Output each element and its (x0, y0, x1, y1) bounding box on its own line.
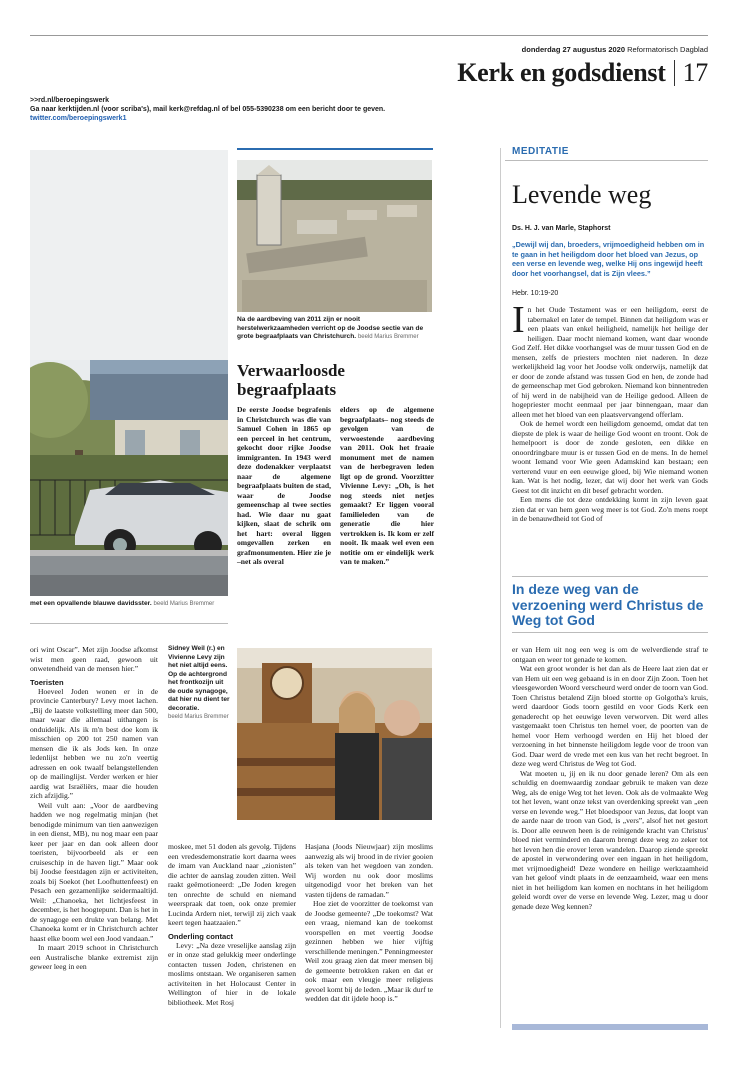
lower-col2-p2: Levy: „Na deze vreselijke aanslag zijn er in onze stad gelukkig meer onderlinge contacten tussen Joden, christenen en moslims ontstaan. We organiseren samen activiteiten in het Holocaust Center in Wellington of hier in de lokale bibliotheek. Met Rosj (168, 940, 296, 1007)
meditatie-p3: Een mens die tot deze ontdekking komt in zijn leven gaat zien dat er van hem geen weg meer is tot God. Zo'n mens roept in de benauwdheid tot God of (512, 495, 708, 523)
pull-quote-rule-bottom (512, 632, 708, 633)
section-title: Kerk en godsdienst (457, 58, 666, 87)
subhead-onderling-contact: Onderling contact (168, 931, 233, 941)
meditatie-body-top (512, 299, 708, 524)
bible-quote: „Dewijl wij dan, broeders, vrijmoedigheid hebben om in te gaan in het heiligdom door het bloed van Jezus, op een verse en levende weg, welke Hij ons ingewijd heeft door het voorhangsel, dat is Zijn vlees.” (512, 240, 705, 278)
portrait-caption-block (168, 645, 232, 722)
page-number: 17 (682, 58, 708, 87)
synagogue-photo (30, 150, 228, 596)
lower-col1 (30, 645, 158, 972)
lower-col3-p1: Hasjana (Joods Nieuwjaar) zijn moslims aanwezig als wij brood in de rivier gooien als teken van het wegdoen van zonden. Wij worden nu ook door moslims uitgenodigd voor het breken van het vasten tijdens de ramadan.” (305, 842, 433, 899)
left-photo-caption: met een opvallende blauwe davidsster. (30, 600, 152, 607)
header-divider (674, 60, 675, 86)
article-headline: Verwaarloosde begraafplaats (237, 361, 345, 399)
newspaper-name: Reformatorisch Dagblad (627, 45, 708, 54)
lower-col2 (168, 842, 296, 1007)
lower-col1-p4: In maart 2019 schoot in Christchurch een Australische blanke extremist zijn geweer leeg in een (30, 943, 158, 971)
portrait-photo (237, 648, 432, 820)
lower-col1-p3: Weil vult aan: „Voor de aardbeving hadden we nog regelmatig minjan (het benodigde minimum van tien aanwezigen in een dienst, MB), nu nog maar een paar keer per jaar en dan ook alleen door toeristen, bijvoorbeeld als er een cruiseschip in de haven ligt.” Maar ook bij Joodse feestdagen zijn er activiteiten, zoals bij Soekot (het Loofhuttenfeest) en Pesach een gezamenlijke seidermaaltijd. Weil: „Chanoeka, het lichtjesfeest in december, is het hoogtepunt. Dan is het in de synagoge een drukte van belang. Met Chanoeka komt er in Christchurch achter haast elke boom wel een Jood vandaan.” (30, 800, 158, 943)
meditatie-p4: er van Hem uit nog een weg is om de welverdiende straf te ontgaan en weer tot genade te komen. (512, 645, 708, 664)
lower-col3-p2: Hoe ziet de voorzitter de toekomst van de Joodse gemeente? „De toekomst? Wat een vraag, niemand kan de toekomst voorspellen en met veertig Joodse gezinnen hebben we hier vijftig verschillende meningen.” Penningmeester Weil zou graag zien dat meer mensen bij de gemeente betrokken raken en dat er ook maar een vleugje meer religieus gevoel komt bij de leden. „Maar ik durf te wedden dat dit ijdele hoop is.” (305, 899, 433, 1003)
cemetery-credit: beeld Marius Bremmer (357, 334, 419, 340)
left-photo-caption-block (30, 600, 230, 609)
drop-cap: I (512, 299, 525, 341)
meditatie-rule (505, 160, 708, 161)
twitter-link[interactable]: twitter.com/beroepingswerk1 (30, 115, 127, 122)
dateline (522, 45, 708, 54)
article-col2 (340, 405, 434, 567)
meditatie-p5: Wat een groot wonder is het dan als de Heere laat zien dat er van Hem uit een weg gebaand is in en door Zijn Zoon. Toen het vleesgeworden Woord verscheurd werd onder de toorn van God. Toen Christus betalend Zijn bloed stortte op Golgotha's kruis, werd daardoor Gods toorn gestild en voor Gods Kerk een genaderecht op het eeuwige leven verworven. Dit werd alles vastgemaakt toen Christus ten hemel voer, de poorten van de hemel voor Hem verhoogd werden en Hij het bloed der verzoening in het binnenste heiligdom legde voor de troon van God. Daar werd de vrede met een kus van het recht begroet. In deze weg werd Christus de Weg tot God. (512, 664, 708, 768)
lower-col1-p2: Hoeveel Joden wonen er in de provincie Canterbury? Levy moet lachen. „Bij de laatste volkstelling meer dan 500, maar waar die allemaal uithangen is onduidelijk. Als ik m'n best doe kom ik misschien op 200 tot 250 namen van mensen die ik als Jods ken. In onze ledenlijst hebben we nu zo'n veertig adressen en ook twaalf belangstellenden op de mailinglijst. Verder werken er hier aardig wat Israëliërs, maar die houden zich afzijdig.” (30, 686, 158, 800)
pull-quote: In deze weg van de verzoening werd Christus de Weg tot God (512, 581, 704, 628)
meditatie-p6: Wat moeten u, jij en ik nu door genade leren? Om als een schuldig en doemwaardig zondaar gebruik te maken van deze Weg, als de enige Weg tot het leven. Ook als de volmaakte Weg tot het leven, want onze tekst van overdenking spreekt van „een verse en levende weg.” Het bloedspoor van Jezus, dat loopt van de aarde naar de troon van God, is „vers”, alsof het net gestort is. Door alle eeuwen heen is de reinigende kracht van Christus' bloed niet verminderd en daarom brengt deze weg zo zeker tot het leven hen die erover leren wandelen. Daarop ziende spreekt de apostel in verwondering over een ingaan in het heiligdom, met vrijmoedigheid! Deze wondere en heilige werkzaamheid van het geloof vindt plaats in de eenzaamheid, waar een mens niet in het heiligdom kan komen en nochtans in het heiligdom geleid wordt over de verse en levende Weg. Lezer, mag u door genade deze Weg kennen? (512, 768, 708, 911)
contact-line: Ga naar kerktijden.nl (voor scriba's), mail kerk@refdag.nl of bel 055-5390238 om een bericht door te geven. (30, 106, 386, 113)
meditatie-author: Ds. H. J. van Marle, Staphorst (512, 225, 611, 232)
lower-rule (30, 623, 228, 624)
portrait-caption: Sidney Weil (r.) en Vivienne Levy zijn het niet altijd eens. Op de achtergrond het frontkozijn uit de oude synagoge, dat hier nu dient ter decoratie. (168, 645, 230, 712)
meditatie-p1: n het Oude Testament was er een heiligdom, eerst de tabernakel en later de tempel. Binnen dat heiligdom was er een plaats van enkel heiligheid, namelijk het heilige der heiligen. Daar mocht niemand komen, want daar woonde God Zelf. Het dikke voorhangsel was de muur tussen God en de mensen, zelfs de priesters mochten niet naderen. In deze werkelijkheid lag voor het Joodse volk onderwijs, namelijk dat er door de zonde afstand was tussen God en hen, de zonde had de gemeenschap met God gebroken. Niemand kon binnentreden of hij werd in de nabijheid van de Heilige gedood. Alleen de hogepriester mocht eenmaal per jaar binnengaan, maar dan alleen met het bloed van een plaatsvervangend offerlam. (512, 305, 708, 419)
rd-link[interactable]: >>rd.nl/beroepingswerk (30, 97, 109, 104)
cemetery-photo (237, 160, 432, 312)
meditatie-end-bar (512, 1024, 708, 1030)
issue-date: donderdag 27 augustus 2020 (521, 45, 626, 54)
meditatie-title: Levende weg (512, 180, 652, 209)
lower-col3 (305, 842, 433, 1004)
bible-reference: Hebr. 10:19-20 (512, 290, 559, 297)
column-divider (500, 148, 501, 1028)
lower-col1-p1: ori wint Oscar”. Met zijn Joodse afkomst wist men geen raad, gewoon uit onwetendheid van de mensen hier.” (30, 645, 158, 673)
subhead-toeristen: Toeristen (30, 677, 64, 687)
meditatie-body-bottom (512, 645, 708, 911)
left-photo-credit: beeld Marius Bremmer (153, 601, 215, 607)
article-col2-text: elders op de algemene begraafplaats– nog steeds de gevolgen van de verwoestende aardbeving van 2011. Ook het fraaie monument met de namen van de herbegraven leden ligt op de grond. Voorzitter Vivienne Levy: „Oh, is het nog steeds niet netjes gemaakt? Er liggen vooral familieleden van de generatie die hier vertrokken is. Ik kom er zelf nooit. Ik maak wel even een notitie om er eindelijk werk van te maken.” (340, 405, 434, 566)
section-header (457, 58, 708, 88)
pull-quote-rule-top (512, 576, 708, 577)
meditatie-label: MEDITATIE (512, 146, 569, 157)
top-rule (30, 35, 708, 36)
lower-col2-p1: moskee, met 51 doden als gevolg. Tijdens een vredesdemonstratie kort daarna wees de imam van Auckland naar „zionisten” die achter de aanslag zouden zitten. Weil raakt geëmotioneerd: „De Joden kregen ten onrechte de schuld en niemand weerspraak dat toen, ook onze premier Lucinda Ardern niet, terwijl zij zich vaak keert tegen haatzaaien.” (168, 842, 296, 927)
article-col1-text: De eerste Joodse begrafenis in Christchurch was die van Samuel Cohen in 1865 op een perceel in het centrum, gekocht door rijke Joodse immigranten. In 1943 werd deze dodenakker verplaatst naar de algemene begraafplaats buiten de stad, waar de Joodse gemeenschap al twee secties had. Wie daar nu gaat kijken, slaat de schrik om het hart: overal liggen omgevallen zerken en grafmonumenten. Hier zie je –net als overal (237, 405, 331, 566)
cemetery-caption-block (237, 316, 433, 342)
meditatie-p2: Ook de hemel wordt een heiligdom genoemd, omdat dat ten diepste de plek is waar de heilige God woont en troont. Ook de hemelpoort is door de zonde gesloten, een dikke en onoordringbare muur is er tussen God en de mens. In de hemel woont Iemand voor Wie geen Adamskind kan bestaan; een verterend vuur en een eeuwige gloed, bij Wie niemand wonen kan. Wat is het nodig, lezer, dat wij door het werk van Gods Geest tot dit inzicht en dit besef gebracht worden. (512, 419, 708, 495)
cemetery-caption: Na de aardbeving van 2011 zijn er nooit herstelwerkzaamheden verricht op de Joodse sectie van de grote begraafplaats van Christchurch. (237, 316, 424, 340)
article-top-rule (237, 148, 433, 150)
links-block (30, 96, 385, 123)
article-col1 (237, 405, 331, 567)
portrait-credit: beeld Marius Bremmer (168, 714, 229, 720)
